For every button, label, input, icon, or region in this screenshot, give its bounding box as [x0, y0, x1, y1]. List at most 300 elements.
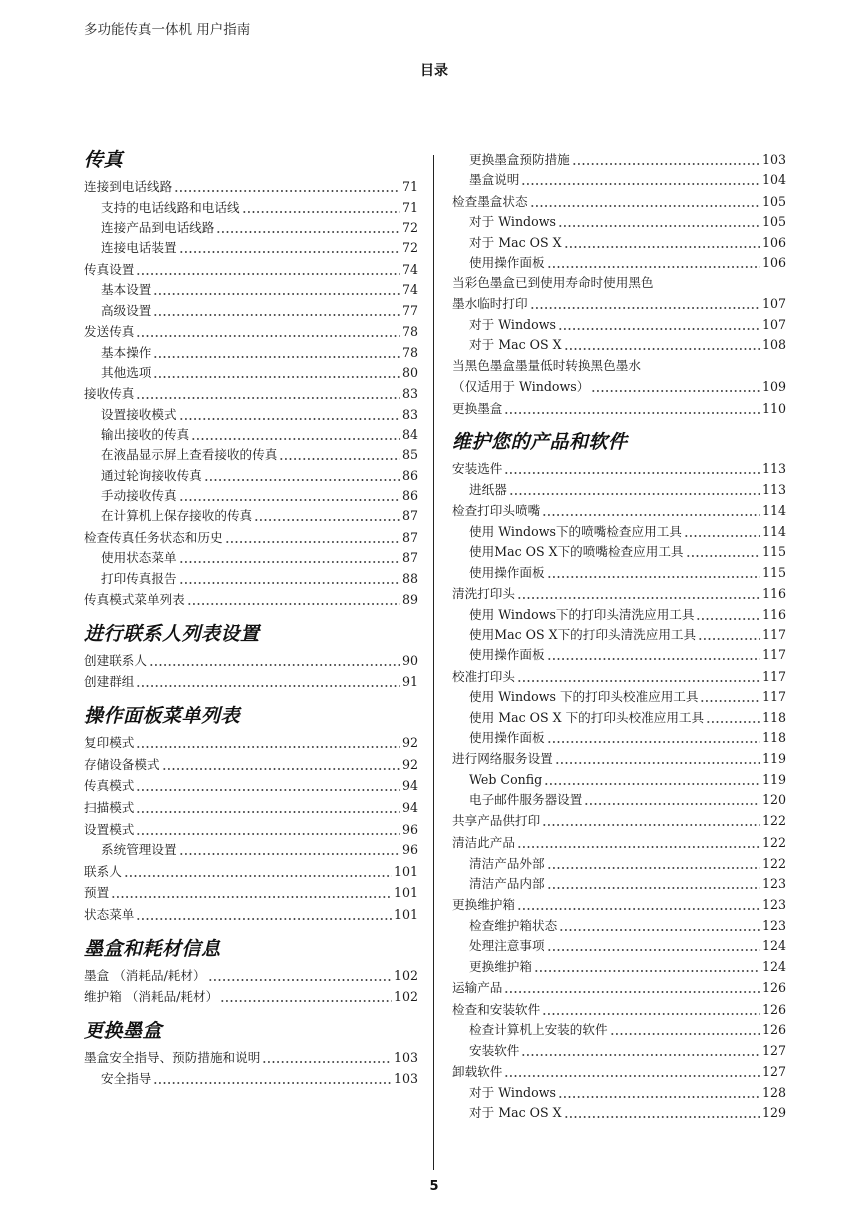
- toc-entry-page: 114: [761, 503, 786, 519]
- toc-entry-page: 77: [401, 302, 418, 318]
- toc-entry-page: 86: [401, 488, 418, 504]
- dot-leader: [162, 757, 400, 771]
- toc-entry-page: 83: [401, 386, 418, 402]
- toc-entry-label: 对于 Mac OS X: [469, 1104, 562, 1120]
- toc-entry-label: 在液晶显示屏上查看接收的传真: [101, 447, 278, 463]
- dot-leader: [572, 152, 760, 166]
- toc-entry-label: 墨水临时打印: [452, 296, 528, 312]
- toc-entry[interactable]: [84, 321, 418, 343]
- dot-leader: [686, 544, 760, 558]
- toc-entry-label: 安装选件: [452, 461, 503, 477]
- toc-entry-page: 87: [401, 550, 418, 566]
- dot-leader: [700, 689, 759, 703]
- dot-leader: [204, 468, 400, 482]
- toc-entry[interactable]: [452, 894, 786, 916]
- toc-entry-page: 107: [761, 296, 786, 312]
- dot-leader: [584, 792, 760, 806]
- toc-subentry[interactable]: [452, 645, 786, 665]
- toc-entry-label: 清洁产品外部: [469, 855, 545, 871]
- toc-entry-page: 115: [761, 564, 786, 580]
- toc-subentry[interactable]: [84, 445, 418, 465]
- toc-entry-label: 使用操作面板: [469, 564, 545, 580]
- toc-entry-page: 123: [761, 876, 786, 892]
- toc-entry[interactable]: [84, 259, 418, 281]
- toc-entry-label: 对于 Mac OS X: [469, 337, 562, 353]
- toc-entry-page: 101: [393, 907, 418, 923]
- dot-leader: [558, 214, 760, 228]
- toc-subentry[interactable]: [84, 343, 418, 363]
- toc-entry-page: 113: [761, 461, 786, 477]
- toc-entry-page: 110: [761, 400, 786, 416]
- toc-subentry[interactable]: [452, 522, 786, 542]
- toc-entry[interactable]: [84, 904, 418, 926]
- toc-entry-label: 预置: [84, 885, 110, 901]
- toc-subentry[interactable]: [452, 605, 786, 625]
- toc-entry-page: 78: [401, 344, 418, 360]
- dot-leader: [179, 240, 400, 254]
- section-title: 操作面板菜单列表: [84, 704, 241, 727]
- dot-leader: [504, 401, 760, 415]
- toc-entry-label: 使用Mac OS X下的打印头清洗应用工具: [469, 626, 697, 642]
- dot-leader: [564, 1105, 760, 1119]
- toc-entry-label: 高级设置: [101, 302, 152, 318]
- toc-entry-page: 123: [761, 918, 786, 934]
- dot-leader: [136, 778, 400, 792]
- toc-entry-page: 94: [401, 800, 418, 816]
- toc-entry-page: 122: [761, 813, 786, 829]
- dot-leader: [136, 800, 400, 814]
- toc-entry-page: 103: [761, 152, 786, 167]
- toc-entry-page: 126: [761, 1022, 786, 1038]
- section-title: 传真: [84, 149, 124, 171]
- toc-entry-page: 108: [761, 337, 786, 353]
- toc-entry-page: 127: [761, 1063, 786, 1079]
- dot-leader: [696, 607, 759, 621]
- section-title: 更换墨盒: [84, 1020, 163, 1043]
- toc-entry-page: 117: [761, 647, 786, 663]
- toc-entry-page: 114: [761, 524, 786, 540]
- toc-entry-label: 对于 Windows: [469, 317, 556, 333]
- toc-entry-page: 128: [761, 1084, 786, 1100]
- toc-entry-label: 使用操作面板: [469, 254, 545, 270]
- toc-entry-page: 116: [761, 606, 786, 622]
- dot-leader: [179, 842, 400, 856]
- toc-subentry[interactable]: [452, 770, 786, 790]
- toc-subentry[interactable]: [452, 957, 786, 977]
- toc-entry-label: 检查墨盒状态: [452, 193, 528, 209]
- toc-subentry[interactable]: [452, 728, 786, 748]
- toc-entry-page: 71: [401, 179, 418, 194]
- dot-leader: [136, 735, 400, 749]
- dot-leader: [547, 255, 760, 269]
- dot-leader: [521, 1043, 760, 1057]
- toc-entry[interactable]: [84, 819, 418, 841]
- column-divider: [433, 155, 434, 1170]
- toc-entry[interactable]: [452, 810, 786, 832]
- toc-entry-label: 基本设置: [101, 282, 152, 298]
- toc-entry-label: 处理注意事项: [469, 938, 545, 954]
- toc-subentry[interactable]: [452, 563, 786, 583]
- toc-entry-label: 使用 Mac OS X 下的打印头校准应用工具: [469, 709, 705, 725]
- toc-entry[interactable]: [84, 861, 418, 883]
- dot-leader: [136, 386, 400, 400]
- toc-subentry[interactable]: [452, 790, 786, 810]
- toc-entry-page: 90: [401, 652, 418, 668]
- toc-entry[interactable]: [84, 589, 418, 611]
- dot-leader: [517, 897, 760, 911]
- toc-entry-label: 使用操作面板: [469, 729, 545, 745]
- toc-entry-page: 129: [761, 1104, 786, 1120]
- toc-entry-label: 发送传真: [84, 323, 135, 339]
- toc-subentry[interactable]: [452, 233, 786, 253]
- toc-entry-label: 检查和安装软件: [452, 1001, 541, 1017]
- toc-entry[interactable]: [84, 754, 418, 776]
- toc-entry-label: 安全指导: [101, 1070, 152, 1086]
- toc-subentry[interactable]: [452, 625, 786, 645]
- toc-entry[interactable]: [84, 882, 418, 904]
- toc-entry[interactable]: [84, 671, 418, 693]
- toc-entry[interactable]: [452, 191, 786, 213]
- toc-subentry[interactable]: [452, 936, 786, 956]
- toc-subentry[interactable]: [452, 1083, 786, 1103]
- toc-entry-page: 124: [761, 958, 786, 974]
- toc-subentry[interactable]: [84, 405, 418, 425]
- toc-entry-label: 连接到电话线路: [84, 179, 173, 194]
- toc-entry-page: 127: [761, 1042, 786, 1058]
- dot-leader: [136, 324, 400, 338]
- toc-entry-label: 设置接收模式: [101, 406, 177, 422]
- toc-subentry[interactable]: [84, 238, 418, 258]
- toc-entry-page: 103: [393, 1050, 418, 1066]
- dot-leader: [547, 730, 760, 744]
- dot-leader: [504, 461, 760, 475]
- document-header: 多功能传真一体机 用户指南: [84, 22, 251, 38]
- toc-subentry[interactable]: [452, 708, 786, 728]
- toc-subentry[interactable]: [452, 687, 786, 707]
- dot-leader: [504, 980, 760, 994]
- toc-entry-page: 87: [401, 508, 418, 524]
- toc-entry[interactable]: [452, 748, 786, 770]
- toc-entry-page: 106: [761, 254, 786, 270]
- toc-entry-page: 126: [761, 979, 786, 995]
- toc-subentry[interactable]: [452, 315, 786, 335]
- dot-leader: [179, 488, 400, 502]
- toc-entry-label: 更换墨盒预防措施: [469, 152, 570, 167]
- toc-entry[interactable]: [452, 583, 786, 605]
- toc-entry-label: 状态菜单: [84, 907, 135, 923]
- toc-entry-label: 使用Mac OS X下的喷嘴检查应用工具: [469, 544, 684, 560]
- toc-entry-label: 在计算机上保存接收的传真: [101, 508, 253, 524]
- toc-entry[interactable]: [84, 176, 418, 198]
- toc-entry-page: 124: [761, 938, 786, 954]
- toc-entry-label: 输出接收的传真: [101, 427, 190, 443]
- toc-subentry[interactable]: [84, 363, 418, 383]
- dot-leader: [530, 296, 760, 310]
- dot-leader: [534, 959, 760, 973]
- toc-subentry[interactable]: [84, 569, 418, 589]
- toc-entry-page: 117: [761, 626, 786, 642]
- toc-subentry[interactable]: [84, 466, 418, 486]
- toc-subentry[interactable]: [452, 854, 786, 874]
- dot-leader: [530, 194, 760, 208]
- toc-subentry[interactable]: [84, 218, 418, 238]
- toc-entry-label: 连接产品到电话线路: [101, 219, 215, 235]
- toc-entry-label: 检查传真任务状态和历史: [84, 529, 223, 545]
- toc-entry-label: 基本操作: [101, 344, 152, 360]
- toc-entry-label: 检查维护箱状态: [469, 918, 558, 934]
- toc-subentry[interactable]: [84, 548, 418, 568]
- toc-subentry[interactable]: [452, 1103, 786, 1123]
- toc-subentry[interactable]: [84, 280, 418, 300]
- toc-entry[interactable]: [84, 775, 418, 797]
- toc-entry-label: 对于 Windows: [469, 214, 556, 230]
- toc-entry-label: 清洁产品内部: [469, 876, 545, 892]
- dot-leader: [153, 303, 400, 317]
- toc-entry-label: 打印传真报告: [101, 570, 177, 586]
- dot-leader: [136, 822, 400, 836]
- dot-leader: [591, 379, 760, 393]
- toc-entry[interactable]: [84, 732, 418, 754]
- toc-entry-label: 进行网络服务设置: [452, 751, 553, 767]
- toc-entry-label: 联系人: [84, 863, 122, 879]
- toc-entry-label: 接收传真: [84, 386, 135, 402]
- toc-entry[interactable]: [84, 527, 418, 549]
- toc-entry[interactable]: [452, 666, 786, 688]
- toc-entry-page: 119: [761, 771, 786, 787]
- dot-leader: [153, 345, 400, 359]
- dot-leader: [136, 907, 392, 921]
- toc-subentry[interactable]: [452, 253, 786, 273]
- toc-entry-page: 116: [761, 585, 786, 601]
- toc-entry-label: 扫描模式: [84, 800, 135, 816]
- dot-leader: [547, 565, 760, 579]
- section-title: 墨盒和耗材信息: [84, 937, 221, 960]
- toc-entry-label: 运输产品: [452, 979, 503, 995]
- toc-entry-label: 传真设置: [84, 261, 135, 277]
- dot-leader: [517, 586, 760, 600]
- dot-leader: [555, 751, 760, 765]
- toc-entry-label: 共享产品供打印: [452, 813, 541, 829]
- toc-subentry[interactable]: [452, 916, 786, 936]
- toc-right-column: [452, 150, 786, 1123]
- dot-leader: [153, 1071, 392, 1085]
- toc-subentry[interactable]: [452, 480, 786, 500]
- dot-leader: [187, 592, 400, 606]
- toc-subentry[interactable]: [84, 486, 418, 506]
- toc-entry-label: 墨盒说明: [469, 172, 520, 188]
- toc-entry-label: 系统管理设置: [101, 842, 177, 858]
- toc-subentry[interactable]: [84, 1069, 418, 1089]
- dot-leader: [179, 550, 400, 564]
- toc-entry[interactable]: [452, 1061, 786, 1083]
- toc-entry-label: 使用状态菜单: [101, 550, 177, 566]
- toc-entry-page: 105: [761, 214, 786, 230]
- dot-leader: [564, 235, 760, 249]
- toc-subentry[interactable]: [84, 198, 418, 218]
- toc-entry-page: 104: [761, 172, 786, 188]
- toc-entry[interactable]: [452, 500, 786, 522]
- dot-leader: [504, 1064, 760, 1078]
- dot-leader: [517, 669, 760, 683]
- toc-entry-label: 使用 Windows下的打印头清洗应用工具: [469, 606, 695, 622]
- toc-entry-page: 74: [401, 261, 418, 277]
- toc-entry-page: 122: [761, 835, 786, 851]
- toc-entry[interactable]: [84, 383, 418, 405]
- dot-leader: [136, 262, 400, 276]
- toc-subentry[interactable]: [452, 874, 786, 894]
- toc-entry-page: 80: [401, 364, 418, 380]
- toc-entry-label: 更换墨盒: [452, 400, 503, 416]
- toc-entry-page: 120: [761, 792, 786, 808]
- toc-entry-page: 117: [761, 689, 786, 705]
- toc-entry-label: 清洁此产品: [452, 835, 515, 851]
- toc-entry-label: 检查计算机上安装的软件: [469, 1022, 608, 1038]
- toc-entry-page: 89: [401, 591, 418, 607]
- toc-entry[interactable]: [452, 999, 786, 1021]
- toc-subentry[interactable]: [452, 170, 786, 190]
- toc-subentry[interactable]: [84, 301, 418, 321]
- toc-subentry[interactable]: [84, 425, 418, 445]
- toc-entry-page: 122: [761, 855, 786, 871]
- toc-entry-page: 92: [401, 756, 418, 772]
- dot-leader: [544, 772, 760, 786]
- toc-entry-page: 123: [761, 897, 786, 913]
- dot-leader: [174, 179, 400, 193]
- toc-entry-label-line: 当彩色墨盒已到使用寿命时使用黑色: [452, 275, 654, 291]
- dot-leader: [558, 1085, 760, 1099]
- toc-entry-label: 手动接收传真: [101, 488, 177, 504]
- toc-entry-page: 86: [401, 467, 418, 483]
- toc-entry-label: 支持的电话线路和电话线: [101, 199, 240, 215]
- toc-entry[interactable]: [84, 986, 418, 1008]
- toc-entry-page: 107: [761, 317, 786, 333]
- toc-entry-label: 创建联系人: [84, 652, 147, 668]
- toc-entry-page: 92: [401, 734, 418, 750]
- dot-leader: [111, 885, 392, 899]
- toc-entry-page: 103: [393, 1070, 418, 1086]
- dot-leader: [564, 337, 760, 351]
- dot-leader: [521, 172, 760, 186]
- toc-entry[interactable]: [452, 977, 786, 999]
- dot-leader: [684, 524, 760, 538]
- toc-subentry[interactable]: [452, 1020, 786, 1040]
- toc-entry-label: 维护箱 （消耗品/耗材）: [84, 989, 219, 1005]
- section-title: 维护您的产品和软件: [452, 431, 628, 454]
- toc-entry[interactable]: [84, 650, 418, 672]
- toc-subentry[interactable]: [452, 335, 786, 355]
- toc-entry-label: 进纸器: [469, 482, 507, 498]
- toc-entry-page: 88: [401, 570, 418, 586]
- section-title: 进行联系人列表设置: [84, 622, 260, 645]
- toc-entry-label: 设置模式: [84, 821, 135, 837]
- toc-entry-page: 96: [401, 842, 418, 858]
- toc-subentry[interactable]: [452, 542, 786, 562]
- dot-leader: [220, 989, 392, 1003]
- toc-left-column: [84, 145, 418, 1089]
- dot-leader: [216, 220, 400, 234]
- toc-entry-page: 101: [393, 885, 418, 901]
- toc-entry[interactable]: [452, 293, 786, 315]
- toc-entry-label: 校准打印头: [452, 668, 515, 684]
- toc-entry-label: （仅适用于 Windows）: [452, 379, 590, 395]
- dot-leader: [547, 856, 760, 870]
- dot-leader: [225, 530, 400, 544]
- toc-entry-page: 101: [393, 863, 418, 879]
- toc-entry-page: 118: [761, 709, 786, 725]
- toc-entry-label: 电子邮件服务器设置: [469, 792, 583, 808]
- toc-entry-page: 83: [401, 406, 418, 422]
- toc-entry-label-line: 当黑色墨盒墨量低时转换黑色墨水: [452, 357, 641, 373]
- toc-entry-label: 创建群组: [84, 674, 135, 690]
- toc-entry-page: 102: [393, 989, 418, 1005]
- toc-subentry[interactable]: [452, 150, 786, 170]
- toc-entry-page: 118: [761, 729, 786, 745]
- toc-entry-label: 清洗打印头: [452, 585, 515, 601]
- dot-leader: [254, 508, 400, 522]
- toc-entry[interactable]: [452, 458, 786, 480]
- toc-entry-page: 84: [401, 427, 418, 443]
- toc-entry-page: 102: [393, 967, 418, 983]
- dot-leader: [191, 427, 400, 441]
- toc-entry-label: 使用 Windows 下的打印头校准应用工具: [469, 689, 699, 705]
- toc-entry-label: 传真模式: [84, 778, 135, 794]
- toc-entry-page: 119: [761, 751, 786, 767]
- toc-entry-page: 115: [761, 544, 786, 560]
- toc-entry[interactable]: [84, 797, 418, 819]
- dot-leader: [547, 876, 760, 890]
- dot-leader: [610, 1022, 760, 1036]
- toc-entry-label: 检查打印头喷嘴: [452, 503, 541, 519]
- dot-leader: [153, 282, 400, 296]
- dot-leader: [517, 835, 760, 849]
- toc-entry[interactable]: [452, 398, 786, 420]
- toc-entry-page: 87: [401, 529, 418, 545]
- toc-entry-page: 74: [401, 282, 418, 298]
- page-number: 5: [429, 1179, 439, 1194]
- toc-entry-label: 墨盒安全指导、预防措施和说明: [84, 1050, 261, 1066]
- toc-entry[interactable]: [84, 1047, 418, 1069]
- dot-leader: [179, 407, 400, 421]
- toc-entry[interactable]: [452, 832, 786, 854]
- dot-leader: [279, 447, 400, 461]
- toc-entry-page: 96: [401, 821, 418, 837]
- toc-entry-page: 85: [401, 447, 418, 463]
- toc-entry-page: 72: [401, 240, 418, 256]
- toc-subentry[interactable]: [84, 840, 418, 860]
- toc-entry-page: 72: [401, 219, 418, 235]
- toc-heading: 目录: [420, 63, 448, 79]
- toc-subentry[interactable]: [452, 212, 786, 232]
- dot-leader: [547, 938, 760, 952]
- dot-leader: [179, 571, 400, 585]
- toc-entry-label: 存储设备模式: [84, 756, 160, 772]
- toc-subentry[interactable]: [452, 1041, 786, 1061]
- toc-entry-label: 传真模式菜单列表: [84, 591, 185, 607]
- toc-entry-page: 106: [761, 234, 786, 250]
- toc-entry-label: 安装软件: [469, 1042, 520, 1058]
- toc-entry-page: 109: [761, 379, 786, 395]
- toc-entry-page: 117: [761, 668, 786, 684]
- toc-entry-label: 其他选项: [101, 364, 152, 380]
- toc-entry[interactable]: [452, 376, 786, 398]
- toc-entry[interactable]: [84, 965, 418, 987]
- toc-entry-page: 91: [401, 674, 418, 690]
- toc-subentry[interactable]: [84, 506, 418, 526]
- toc-entry-page: 71: [401, 199, 418, 215]
- toc-entry-page: 105: [761, 193, 786, 209]
- dot-leader: [698, 627, 760, 641]
- dot-leader: [124, 864, 392, 878]
